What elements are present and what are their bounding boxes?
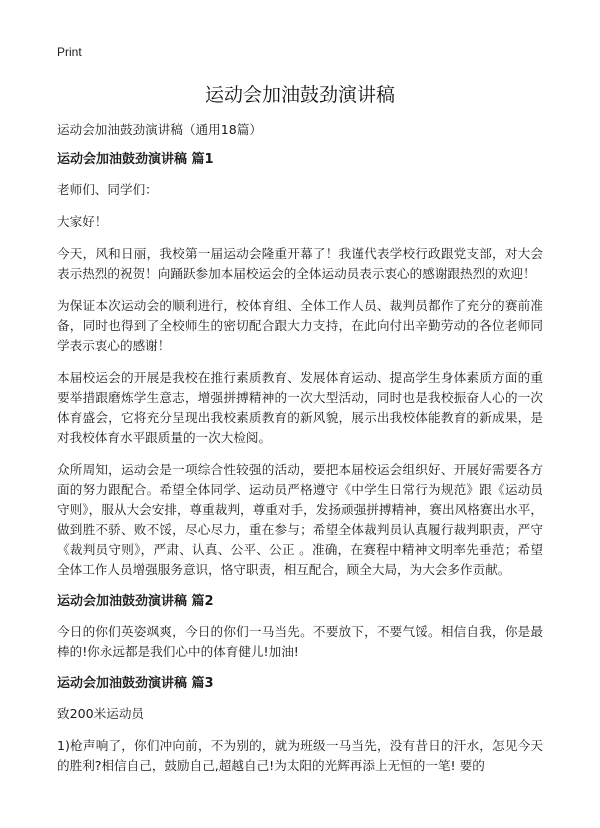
- document-body: [57, 120, 543, 788]
- paragraph: 1)枪声响了，你们冲向前，不为别的，就为班级一马当先，没有昔日的汗水，怎见今天的胜利?相信自己，鼓励自己,超越自己!为太阳的光辉再添上无恒的一笔! 要的: [57, 738, 543, 773]
- section-heading: 运动会加油鼓劲演讲稿 篇2: [57, 594, 214, 609]
- paragraph: 大家好！: [57, 214, 108, 229]
- paragraph: 老师们、同学们：: [57, 182, 158, 197]
- section-heading: 运动会加油鼓劲演讲稿 篇3: [57, 676, 214, 691]
- section-heading: 运动会加油鼓劲演讲稿 篇1: [57, 152, 214, 167]
- paragraph: 本届校运会的开展是我校在推行素质教育、发展体育运动、提高学生身体素质方面的重要举措跟磨炼学生意志，增强拼搏精神的一次大型活动，同时也是我校振奋人心的一次体育盛会，它将充分呈现出我校素质教育的新风貌，展示出我校体能教育的新成果，是对我校体育水平跟质量的一次大检阅。: [57, 370, 543, 445]
- document-subtitle: 运动会加油鼓劲演讲稿（通用18篇）: [57, 122, 262, 137]
- paragraph: 今天，风和日丽，我校第一届运动会隆重开幕了！我谨代表学校行政跟党支部，对大会表示热烈的祝贺！向踊跃参加本届校运会的全体运动员表示衷心的感谢跟热烈的欢迎！: [57, 246, 543, 281]
- paragraph: 众所周知，运动会是一项综合性较强的活动，要把本届校运会组织好、开展好需要各方面的努力跟配合。希望全体同学、运动员严格遵守《中学生日常行为规范》跟《运动员守则》，服从大会安排，尊重裁判，尊重对手，发扬顽强拼搏精神，赛出风格赛出水平，做到胜不骄、败不馁，尽心尽力，重在参与；希望全体裁判员认真履行裁判职责，严守《裁判员守则》，严肃、认真、公平、公正 。准确，在赛程中精神文明率先垂范；希望全体工作人员增强服务意识，恪守职责，相互配合，顾全大局，为大会多作贡献。: [57, 462, 543, 577]
- paragraph: 今日的你们英姿飒爽，今日的你们一马当先。不要放下，不要气馁。相信自我，你是最棒的!你永远都是我们心中的体育健儿!加油!: [57, 624, 543, 659]
- paragraph: 为保证本次运动会的顺利进行，校体育组、全体工作人员、裁判员都作了充分的赛前准备，同时也得到了全校师生的密切配合跟大力支持，在此向付出辛勤劳动的各位老师同学表示衷心的感谢！: [57, 298, 543, 353]
- paragraph: 致200米运动员: [57, 706, 145, 721]
- print-label: Print: [57, 45, 82, 59]
- page-title: 运动会加油鼓劲演讲稿: [204, 84, 395, 106]
